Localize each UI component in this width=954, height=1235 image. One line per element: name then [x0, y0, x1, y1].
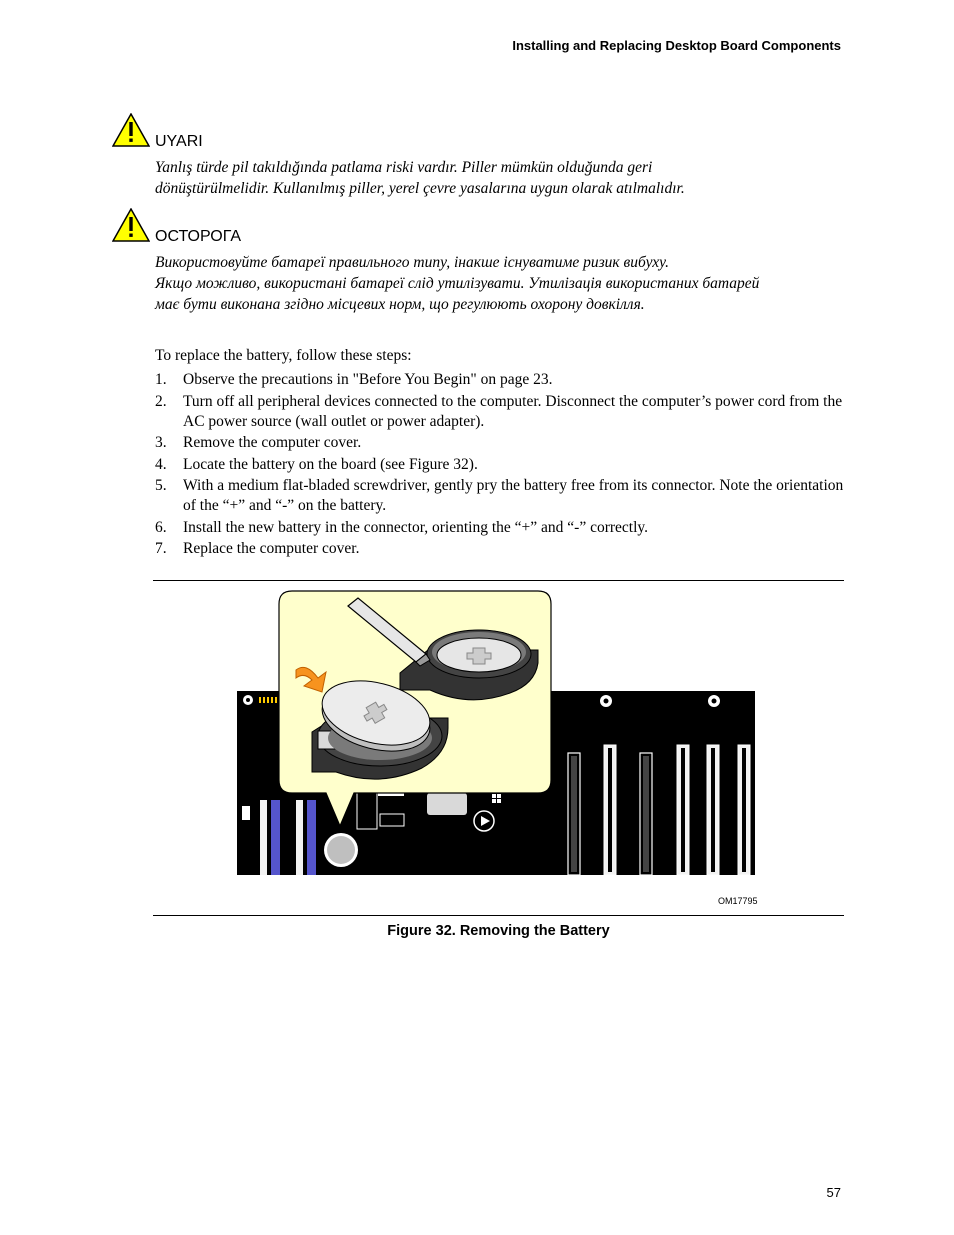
steps-intro: To replace the battery, follow these steps: [155, 347, 412, 364]
step-item [155, 476, 855, 516]
connector [242, 806, 250, 820]
warning-line: Використовуйте батареї правильного типу, інакше існуватиме ризик вибуху. [155, 254, 669, 271]
step-text: Replace the computer cover. [183, 540, 360, 557]
step-item [155, 433, 855, 453]
step-text: Remove the computer cover. [183, 434, 362, 451]
warning-line: Якщо можливо, використані батареї слід утилізувати. Утилізація використаних батарей [155, 275, 760, 292]
warning-line: dönüştürülmelidir. Kullanılmış piller, yerel çevre yasalarına uygun olarak atılmalıdır. [155, 180, 685, 197]
warning-triangle-icon [112, 113, 150, 147]
running-header: Installing and Replacing Desktop Board Components [512, 38, 841, 53]
memory-slot [271, 800, 280, 875]
step-text: With a medium flat-bladed screwdriver, gently pry the battery free from its connector. Note the orientation of the “+” and “-” on the battery. [183, 477, 844, 514]
step-item [155, 518, 855, 538]
warning-title-ukrainian: ОСТОРОГА [155, 228, 241, 245]
figure-code: OM17795 [718, 896, 758, 906]
warning-text-turkish [155, 157, 855, 199]
step-number: 2. [155, 392, 167, 410]
figure-top-rule [153, 580, 844, 581]
memory-slot [296, 800, 303, 875]
figure-bottom-rule [153, 915, 844, 916]
step-number: 6. [155, 518, 167, 536]
warning-triangle-icon [112, 208, 150, 242]
step-text: Locate the battery on the board (see Figure 32). [183, 455, 478, 473]
chipset [427, 793, 467, 815]
step-item [155, 455, 855, 475]
step-text: Observe the precautions in "Before You Begin" on page 23. [183, 371, 553, 388]
step-item [155, 539, 855, 559]
step-number: 5. [155, 477, 167, 494]
memory-slot [260, 800, 267, 875]
step-item [155, 370, 855, 390]
memory-slot [307, 800, 316, 875]
step-number: 1. [155, 371, 167, 388]
warning-title-turkish: UYARI [155, 133, 203, 150]
page-number: 57 [826, 1185, 841, 1200]
step-number: 7. [155, 540, 167, 557]
figure-caption: Figure 32. Removing the Battery [387, 923, 610, 939]
battery-removal-figure [230, 588, 765, 880]
step-number: 4. [155, 455, 167, 473]
step-item [155, 392, 855, 432]
step-text: Install the new battery in the connector, orienting the “+” and “-” correctly. [183, 518, 649, 536]
warning-text-ukrainian [155, 252, 855, 315]
warning-line: Yanlış türde pil takıldığında patlama riski vardır. Piller mümkün olduğunda geri [155, 159, 653, 176]
warning-line: має бути виконана згідно місцевих норм, що регулюють охорону довкілля. [155, 296, 645, 313]
steps-list [155, 370, 855, 561]
step-text: Turn off all peripheral devices connected to the computer. Disconnect the computer’s power cord from the AC power source (wall outlet or power adapter). [183, 392, 843, 430]
step-number: 3. [155, 434, 167, 451]
